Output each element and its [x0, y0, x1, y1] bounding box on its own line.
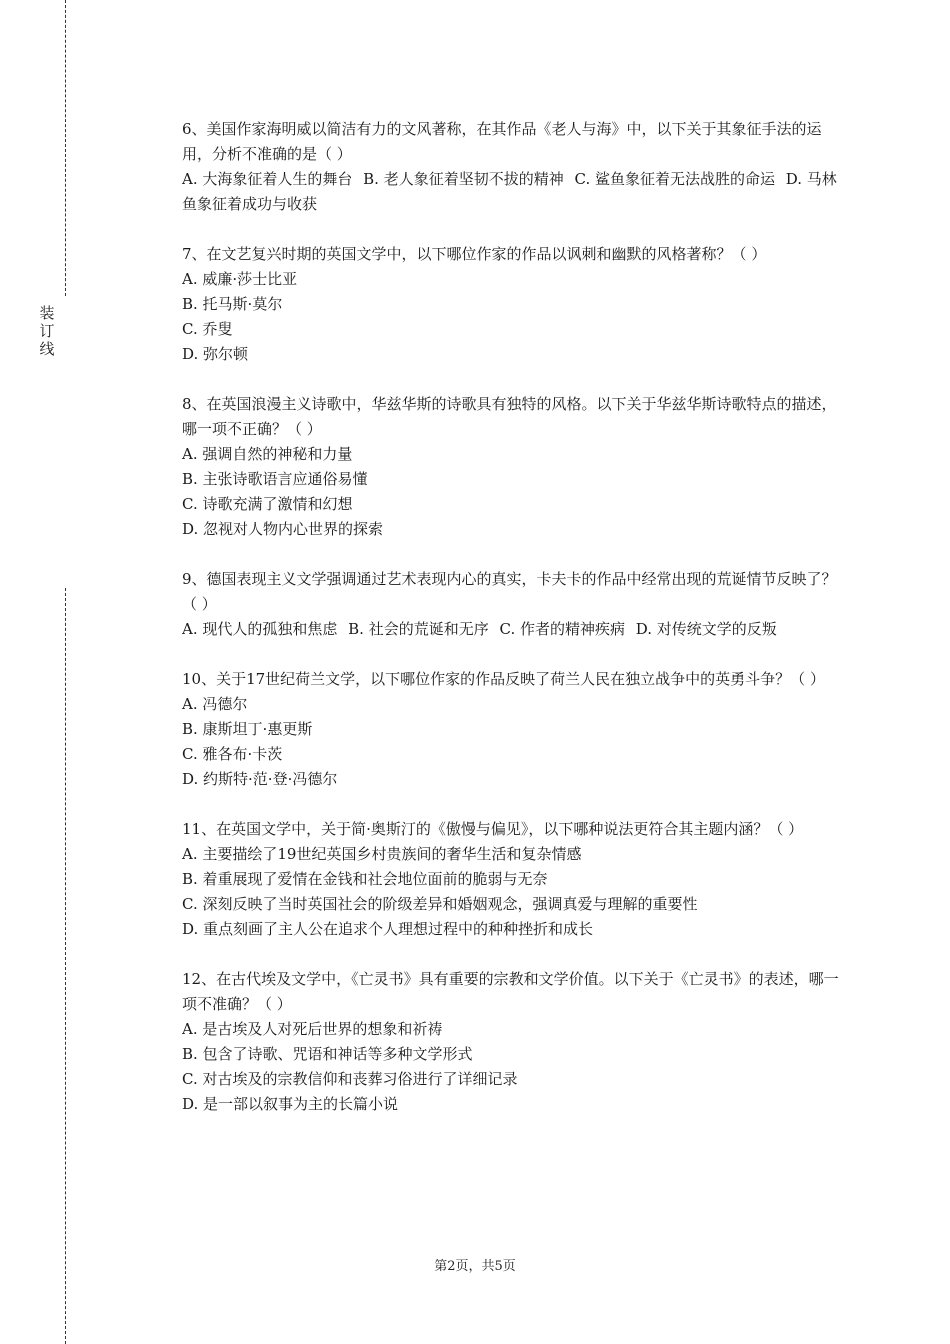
option-b: B. 老人象征着坚韧不拔的精神 — [363, 170, 564, 188]
option-c: C. 乔叟 — [182, 320, 233, 338]
option-b: B. 托马斯·莫尔 — [182, 295, 283, 313]
binding-char: 线 — [39, 340, 55, 358]
question-stem: 12、在古代埃及文学中，《亡灵书》具有重要的宗教和文学价值。以下关于《亡灵书》的表述，哪一项不准确？（ ） — [182, 970, 839, 1013]
question-stem: 10、关于17世纪荷兰文学，以下哪位作家的作品反映了荷兰人民在独立战争中的英勇斗争？（ ） — [182, 670, 825, 688]
option-d: D. 忽视对人物内心世界的探索 — [182, 520, 384, 538]
option-d: D. 对传统文学的反叛 — [635, 620, 777, 638]
option-c: C. 雅各布·卡茨 — [182, 745, 283, 763]
question-10 — [182, 667, 847, 792]
option-d: D. 弥尔顿 — [182, 345, 249, 363]
option-a: A. 大海象征着人生的舞台 — [182, 170, 353, 188]
question-6 — [182, 117, 847, 217]
option-d: D. 重点刻画了主人公在追求个人理想过程中的种种挫折和成长 — [182, 920, 594, 938]
option-b: B. 主张诗歌语言应通俗易懂 — [182, 470, 368, 488]
option-d: D. 约斯特·范·登·冯德尔 — [182, 770, 338, 788]
option-a: A. 主要描绘了19世纪英国乡村贵族间的奢华生活和复杂情感 — [182, 845, 582, 863]
question-stem: 9、德国表现主义文学强调通过艺术表现内心的真实，卡夫卡的作品中经常出现的荒诞情节反映了？（ ） — [182, 570, 837, 613]
option-b: B. 康斯坦丁·惠更斯 — [182, 720, 313, 738]
option-d: D. 是一部以叙事为主的长篇小说 — [182, 1095, 399, 1113]
question-8 — [182, 392, 847, 542]
page-footer — [0, 1258, 950, 1276]
question-7 — [182, 242, 847, 367]
binding-line-top — [65, 0, 66, 296]
option-a: A. 强调自然的神秘和力量 — [182, 445, 353, 463]
question-9 — [182, 567, 847, 642]
option-c: C. 深刻反映了当时英国社会的阶级差异和婚姻观念，强调真爱与理解的重要性 — [182, 895, 698, 913]
question-stem: 6、美国作家海明威以简洁有力的文风著称，在其作品《老人与海》中，以下关于其象征手法的运用，分析不准确的是（ ） — [182, 120, 822, 163]
option-a: A. 是古埃及人对死后世界的想象和祈祷 — [182, 1020, 443, 1038]
question-options — [182, 617, 847, 642]
question-12 — [182, 967, 847, 1117]
option-d: D. 马林鱼象征着成功与收获 — [182, 170, 837, 213]
question-list — [182, 117, 847, 1142]
question-11 — [182, 817, 847, 942]
question-stem: 7、在文艺复兴时期的英国文学中，以下哪位作家的作品以讽刺和幽默的风格著称？（ ） — [182, 245, 767, 263]
option-c: C. 诗歌充满了激情和幻想 — [182, 495, 353, 513]
binding-char: 装 — [39, 304, 55, 322]
option-a: A. 冯德尔 — [182, 695, 248, 713]
option-c: C. 鲨鱼象征着无法战胜的命运 — [574, 170, 775, 188]
option-b: B. 着重展现了爱情在金钱和社会地位面前的脆弱与无奈 — [182, 870, 548, 888]
option-a: A. 现代人的孤独和焦虑 — [182, 620, 338, 638]
option-b: B. 包含了诗歌、咒语和神话等多种文学形式 — [182, 1045, 473, 1063]
option-b: B. 社会的荒诞和无序 — [348, 620, 489, 638]
question-options — [182, 167, 847, 217]
option-a: A. 威廉·莎士比亚 — [182, 270, 298, 288]
option-c: C. 对古埃及的宗教信仰和丧葬习俗进行了详细记录 — [182, 1070, 518, 1088]
question-stem: 8、在英国浪漫主义诗歌中，华兹华斯的诗歌具有独特的风格。以下关于华兹华斯诗歌特点的描述，哪一项不正确？（ ） — [182, 395, 837, 438]
option-c: C. 作者的精神疾病 — [499, 620, 625, 638]
binding-label — [37, 304, 57, 358]
question-stem: 11、在英国文学中，关于简·奥斯汀的《傲慢与偏见》，以下哪种说法更符合其主题内涵？（ ） — [182, 820, 804, 838]
binding-line-bottom — [65, 588, 66, 1344]
binding-char: 订 — [39, 322, 55, 340]
page-number: 第2页，共5页 — [434, 1259, 516, 1274]
